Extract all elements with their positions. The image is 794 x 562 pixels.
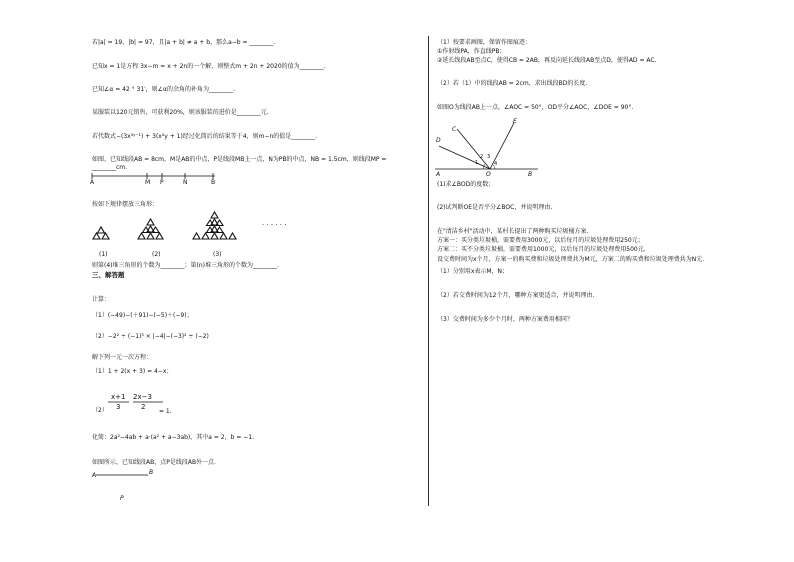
right-q1: （1）按要求画图，保留作图痕迹： — [437, 39, 531, 46]
angle-label-o: O — [486, 171, 491, 178]
angle-mark-3: 3 — [487, 154, 491, 160]
simplify-problem: 化简：2a²−4ab + a·(a² + a−3ab)，其中a = 2，b = −1. — [92, 434, 255, 441]
right-q1b: ②延长线段AB至点C，使得CB = 2AB，再反向延长线段AB至点D，使得AD = AC. — [437, 57, 657, 64]
angle-label-b: B — [528, 171, 533, 178]
question-segment-blank: ________cm. — [92, 164, 128, 171]
pattern-label-2: (2) — [152, 251, 161, 258]
right-q3a: (1)求∠BOD的度数； — [437, 181, 495, 188]
calc-problem-1: （1）(−49)−(＋91)−(−5)＋(−9)； — [92, 312, 193, 319]
right-q1a: ①作射线PA，作直线PB； — [437, 48, 506, 55]
equation-2-den2: 2 — [141, 403, 146, 411]
right-q4-part2: （2）若交费时间为12个月，哪种方案更适合，并说明理由. — [437, 292, 595, 299]
calc-problem-2: （2）−2² ÷ (−1)³ × |−4|−(−3)² ÷ (−2) — [92, 333, 209, 340]
angle-label-e: E — [513, 118, 517, 125]
angle-label-a: A — [436, 171, 441, 178]
seg-label-p: P — [160, 179, 164, 186]
seg-label-m: M — [145, 179, 151, 186]
angle-mark-2: 2 — [480, 154, 484, 160]
question-algebra: 若代数式−(3x³ʸ⁻¹) + 3(x²y + 1)经过化简后的结果等于4，则m−n的值是________. — [92, 133, 318, 140]
right-q4-plan2: 方案二：买不分类垃圾桶，需要费用1000元，以后每月的垃圾处理费用500元. — [437, 246, 646, 253]
angle-mark-1: 1 — [475, 160, 479, 166]
seg-label-b: B — [211, 179, 216, 186]
question-triangle-count: 则第(4)堆三角形的个数为________；第(n)堆三角形的个数为________. — [92, 262, 279, 269]
angle-mark-4: 4 — [494, 161, 498, 167]
right-q3: 如图O为线段AB上一点，∠AOC = 50°，OD平分∠AOC，∠DOE = 90°. — [437, 104, 634, 111]
equation-2-suffix: = 1. — [159, 408, 172, 415]
point-p-label: P — [120, 495, 124, 502]
equation-1: （1）1 + 2(x + 3) = 4−x； — [92, 368, 173, 375]
equation-title: 解下列一元一次方程： — [92, 354, 153, 361]
question-equation-solution: 已知x = 1是方程 3x−m = x + 2n的一个解，则整式m + 2n + 2020的值为________. — [92, 63, 326, 70]
right-q4-part1: （1）分别用x表示M，N； — [437, 268, 509, 275]
question-cost-price: 某服装以120元销售，可获利20%，则该服装的进价是________元. — [92, 109, 269, 116]
point-a-label: A — [92, 472, 97, 479]
section-heading: 三、解答题 — [92, 271, 125, 279]
right-q2: （2）若（1）中的线段AB = 2cm，求出线段BD的长度. — [437, 80, 588, 87]
column-divider — [428, 36, 429, 506]
right-q4-part3: （3）交费时间为多少个月时，两种方案费用相同？ — [437, 316, 573, 323]
segment-ab-figure — [96, 473, 156, 479]
figure-question: 如图所示，已知线段AB，点P是线段AB外一点. — [92, 459, 216, 466]
calc-title: 计算： — [92, 296, 111, 303]
equation-2-prefix: （2） — [92, 407, 108, 414]
question-abs-value: 若|a| = 19，|b| = 97，且|a + b| ≠ a + b，那么a−b = ________. — [92, 39, 276, 46]
question-angle: 已知∠α = 42 ° 31′，则∠α的余角的补角为________. — [92, 86, 235, 93]
angle-label-d: D — [436, 137, 441, 144]
equation-2-num2: 2x−3 — [133, 393, 152, 401]
right-q4: 在"清洁乡村"活动中，某村长提出了两种购买垃圾桶方案. — [437, 228, 589, 235]
pattern-label-1: (1) — [99, 251, 108, 258]
right-q4-plan1: 方案一：买分类垃圾桶，需要费用3000元，以后每月的垃圾处理费用250元； — [437, 237, 644, 244]
angle-label-c: C — [452, 126, 457, 133]
pattern-label-3: (3) — [213, 251, 222, 258]
question-triangle-pattern: 按如下规律摆放三角形： — [92, 201, 159, 208]
point-b-label: B — [149, 469, 154, 476]
seg-label-a: A — [90, 179, 95, 186]
triangle-pattern-figure — [90, 208, 290, 248]
right-q3b: (2)试判断OE是否平分∠BOC，并说明理由. — [437, 204, 553, 211]
equation-2-num1: x+1 — [111, 393, 126, 401]
question-segment: 如图，已知线段AB = 8cm，M是AB的中点，P是线段MB上一点，N为PB的中点，NB = 1.5cm，则线段MP = — [92, 156, 387, 163]
seg-label-n: N — [183, 179, 188, 186]
pattern-continues-dots: · · · · · · — [262, 221, 287, 229]
right-q4-setup: 设交费时间为x个月，方案一的购买费和垃圾处理费共为M元，方案二的购买费和垃圾处理费共为N元. — [437, 256, 705, 263]
equation-2-den1: 3 — [116, 403, 121, 411]
